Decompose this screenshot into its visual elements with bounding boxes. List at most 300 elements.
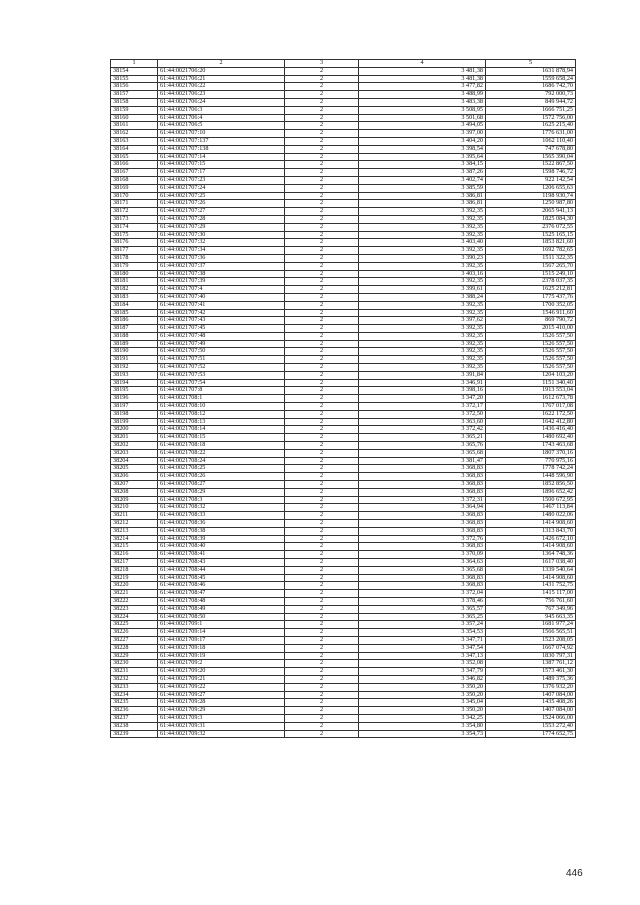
area-value-cell: 3 404,20 (359, 137, 486, 145)
cadastral-number-cell: 61:44:0021706:24 (158, 98, 285, 106)
cadastral-number-cell: 61:44:0021706:3 (158, 106, 285, 114)
cadastral-number-cell: 61:44:0021707:34 (158, 247, 285, 255)
area-value-cell: 3 368,83 (359, 543, 486, 551)
category-code-cell: 2 (285, 629, 359, 637)
column-header-4: 4 (359, 60, 486, 68)
category-code-cell: 2 (285, 348, 359, 356)
area-value-cell: 3 392,35 (359, 325, 486, 333)
category-code-cell: 2 (285, 106, 359, 114)
cadastral-value-cell: 1617 038,40 (486, 559, 576, 567)
table-row (111, 145, 576, 153)
area-value-cell: 3 384,15 (359, 161, 486, 169)
cadastral-number-cell: 61:44:0021708:15 (158, 434, 285, 442)
category-code-cell: 2 (285, 286, 359, 294)
cadastral-value-cell: 1414 908,60 (486, 520, 576, 528)
row-number-cell: 38238 (111, 722, 158, 730)
table-row (111, 442, 576, 450)
area-value-cell: 3 365,68 (359, 566, 486, 574)
area-value-cell: 3 368,83 (359, 574, 486, 582)
category-code-cell: 2 (285, 137, 359, 145)
row-number-cell: 38169 (111, 184, 158, 192)
row-number-cell: 38218 (111, 566, 158, 574)
category-code-cell: 2 (285, 465, 359, 473)
cadastral-value-cell: 1598 746,72 (486, 169, 576, 177)
cadastral-value-cell: 1526 557,50 (486, 340, 576, 348)
area-value-cell: 3 390,23 (359, 254, 486, 262)
table-row (111, 208, 576, 216)
row-number-cell: 38199 (111, 418, 158, 426)
cadastral-number-cell: 61:44:0021708:3 (158, 496, 285, 504)
cadastral-value-cell: 1553 272,40 (486, 722, 576, 730)
row-number-cell: 38195 (111, 387, 158, 395)
area-value-cell: 3 350,20 (359, 691, 486, 699)
cadastral-value-cell: 756 761,60 (486, 597, 576, 605)
table-row (111, 714, 576, 722)
area-value-cell: 3 354,73 (359, 730, 486, 738)
table-row (111, 332, 576, 340)
table-row (111, 410, 576, 418)
category-code-cell: 2 (285, 364, 359, 372)
row-number-cell: 38183 (111, 293, 158, 301)
table-row (111, 286, 576, 294)
cadastral-value-cell: 1206 655,63 (486, 184, 576, 192)
category-code-cell: 2 (285, 652, 359, 660)
table-row (111, 707, 576, 715)
area-value-cell: 3 388,24 (359, 293, 486, 301)
row-number-cell: 38222 (111, 597, 158, 605)
row-number-cell: 38193 (111, 371, 158, 379)
table-row (111, 293, 576, 301)
area-value-cell: 3 392,35 (359, 356, 486, 364)
cadastral-value-cell: 1666 751,25 (486, 106, 576, 114)
cadastral-value-cell: 1573 461,30 (486, 668, 576, 676)
area-value-cell: 3 347,13 (359, 652, 486, 660)
area-value-cell: 3 378,46 (359, 597, 486, 605)
table-row (111, 629, 576, 637)
cadastral-value-cell: 1407 084,00 (486, 691, 576, 699)
table-row (111, 605, 576, 613)
cadastral-number-cell: 61:44:0021707:49 (158, 340, 285, 348)
table-row (111, 106, 576, 114)
row-number-cell: 38226 (111, 629, 158, 637)
table-row (111, 301, 576, 309)
row-number-cell: 38170 (111, 192, 158, 200)
area-value-cell: 3 392,35 (359, 278, 486, 286)
row-number-cell: 38207 (111, 481, 158, 489)
category-code-cell: 2 (285, 67, 359, 75)
table-row (111, 371, 576, 379)
category-code-cell: 2 (285, 309, 359, 317)
cadastral-number-cell: 61:44:0021708:1 (158, 395, 285, 403)
cadastral-value-cell: 1198 930,74 (486, 192, 576, 200)
cadastral-value-cell: 1825 084,30 (486, 215, 576, 223)
area-value-cell: 3 392,35 (359, 247, 486, 255)
table-row (111, 114, 576, 122)
row-number-cell: 38204 (111, 457, 158, 465)
cadastral-number-cell: 61:44:0021706:23 (158, 91, 285, 99)
table-row (111, 379, 576, 387)
area-value-cell: 3 365,68 (359, 449, 486, 457)
cadastral-number-cell: 61:44:0021707:43 (158, 317, 285, 325)
cadastral-number-cell: 61:44:0021707:41 (158, 301, 285, 309)
table-row (111, 395, 576, 403)
cadastral-value-cell: 2376 072,55 (486, 223, 576, 231)
area-value-cell: 3 391,84 (359, 371, 486, 379)
table-row (111, 192, 576, 200)
cadastral-value-cell: 1566 565,51 (486, 629, 576, 637)
row-number-cell: 38188 (111, 332, 158, 340)
category-code-cell: 2 (285, 520, 359, 528)
cadastral-value-cell: 1667 074,92 (486, 644, 576, 652)
category-code-cell: 2 (285, 208, 359, 216)
category-code-cell: 2 (285, 317, 359, 325)
cadastral-number-cell: 61:44:0021708:45 (158, 574, 285, 582)
cadastral-number-cell: 61:44:0021708:44 (158, 566, 285, 574)
area-value-cell: 3 365,21 (359, 434, 486, 442)
area-value-cell: 3 350,20 (359, 683, 486, 691)
table-row (111, 683, 576, 691)
cadastral-value-cell: 2065 941,13 (486, 208, 576, 216)
cadastral-value-cell: 922 142,54 (486, 176, 576, 184)
table-row (111, 636, 576, 644)
cadastral-number-cell: 61:44:0021707:53 (158, 371, 285, 379)
row-number-cell: 38228 (111, 644, 158, 652)
category-code-cell: 2 (285, 668, 359, 676)
area-value-cell: 3 365,57 (359, 605, 486, 613)
cadastral-number-cell: 61:44:0021709:31 (158, 722, 285, 730)
table-row (111, 457, 576, 465)
table-row (111, 488, 576, 496)
cadastral-value-cell: 1448 596,90 (486, 473, 576, 481)
cadastral-value-cell: 869 790,72 (486, 317, 576, 325)
cadastral-number-cell: 61:44:0021707:40 (158, 293, 285, 301)
row-number-cell: 38202 (111, 442, 158, 450)
cadastral-number-cell: 61:44:0021707:138 (158, 145, 285, 153)
row-number-cell: 38166 (111, 161, 158, 169)
row-number-cell: 38161 (111, 122, 158, 130)
category-code-cell: 2 (285, 410, 359, 418)
row-number-cell: 38191 (111, 356, 158, 364)
category-code-cell: 2 (285, 75, 359, 83)
area-value-cell: 3 346,91 (359, 379, 486, 387)
cadastral-number-cell: 61:44:0021709:27 (158, 691, 285, 699)
category-code-cell: 2 (285, 379, 359, 387)
row-number-cell: 38162 (111, 130, 158, 138)
cadastral-number-cell: 61:44:0021707:27 (158, 208, 285, 216)
category-code-cell: 2 (285, 247, 359, 255)
table-row (111, 223, 576, 231)
row-number-cell: 38233 (111, 683, 158, 691)
cadastral-number-cell: 61:44:0021709:17 (158, 636, 285, 644)
category-code-cell: 2 (285, 621, 359, 629)
cadastral-value-cell: 1686 742,70 (486, 83, 576, 91)
area-value-cell: 3 392,35 (359, 208, 486, 216)
row-number-cell: 38159 (111, 106, 158, 114)
category-code-cell: 2 (285, 683, 359, 691)
area-value-cell: 3 508,95 (359, 106, 486, 114)
cadastral-number-cell: 61:44:0021709:29 (158, 707, 285, 715)
category-code-cell: 2 (285, 714, 359, 722)
area-value-cell: 3 352,08 (359, 660, 486, 668)
area-value-cell: 3 392,35 (359, 332, 486, 340)
column-header-1: 1 (111, 60, 158, 68)
category-code-cell: 2 (285, 543, 359, 551)
table-row (111, 254, 576, 262)
area-value-cell: 3 372,31 (359, 496, 486, 504)
row-number-cell: 38154 (111, 67, 158, 75)
table-row (111, 699, 576, 707)
table-row (111, 504, 576, 512)
row-number-cell: 38172 (111, 208, 158, 216)
area-value-cell: 3 368,83 (359, 481, 486, 489)
table-row (111, 364, 576, 372)
cadastral-number-cell: 61:44:0021708:41 (158, 551, 285, 559)
cadastral-number-cell: 61:44:0021708:12 (158, 410, 285, 418)
table-row (111, 169, 576, 177)
cadastral-value-cell: 1426 672,10 (486, 535, 576, 543)
category-code-cell: 2 (285, 356, 359, 364)
cadastral-value-cell: 1250 987,80 (486, 200, 576, 208)
cadastral-value-cell: 1313 843,70 (486, 527, 576, 535)
row-number-cell: 38237 (111, 714, 158, 722)
row-number-cell: 38156 (111, 83, 158, 91)
category-code-cell: 2 (285, 278, 359, 286)
cadastral-value-cell: 1480 022,06 (486, 512, 576, 520)
area-value-cell: 3 392,35 (359, 215, 486, 223)
cadastral-value-cell: 1376 932,20 (486, 683, 576, 691)
row-number-cell: 38223 (111, 605, 158, 613)
category-code-cell: 2 (285, 114, 359, 122)
cadastral-number-cell: 61:44:0021706:20 (158, 67, 285, 75)
cadastral-number-cell: 61:44:0021708:32 (158, 504, 285, 512)
table-row (111, 130, 576, 138)
table-row (111, 722, 576, 730)
cadastral-number-cell: 61:44:0021708:43 (158, 559, 285, 567)
cadastral-value-cell: 1436 416,40 (486, 426, 576, 434)
cadastral-value-cell: 767 349,96 (486, 605, 576, 613)
row-number-cell: 38215 (111, 543, 158, 551)
cadastral-value-cell: 1625 215,40 (486, 122, 576, 130)
category-code-cell: 2 (285, 512, 359, 520)
cadastral-value-cell: 770 975,16 (486, 457, 576, 465)
cadastral-number-cell: 61:44:0021707:137 (158, 137, 285, 145)
area-value-cell: 3 347,54 (359, 644, 486, 652)
area-value-cell: 3 365,76 (359, 442, 486, 450)
column-header-5: 5 (486, 60, 576, 68)
area-value-cell: 3 370,09 (359, 551, 486, 559)
cadastral-value-cell: 1415 117,00 (486, 590, 576, 598)
cadastral-value-cell: 1546 911,60 (486, 309, 576, 317)
cadastral-value-cell: 1807 370,16 (486, 449, 576, 457)
cadastral-value-cell: 2015 410,00 (486, 325, 576, 333)
cadastral-number-cell: 61:44:0021707:45 (158, 325, 285, 333)
row-number-cell: 38158 (111, 98, 158, 106)
area-value-cell: 3 347,79 (359, 668, 486, 676)
cadastral-number-cell: 61:44:0021707:51 (158, 356, 285, 364)
area-value-cell: 3 368,83 (359, 473, 486, 481)
area-value-cell: 3 397,00 (359, 130, 486, 138)
table-row (111, 582, 576, 590)
category-code-cell: 2 (285, 730, 359, 738)
cadastral-number-cell: 61:44:0021708:47 (158, 590, 285, 598)
cadastral-value-cell: 1526 557,50 (486, 348, 576, 356)
area-value-cell: 3 345,04 (359, 699, 486, 707)
category-code-cell: 2 (285, 270, 359, 278)
category-code-cell: 2 (285, 340, 359, 348)
cadastral-value-cell: 1700 352,05 (486, 301, 576, 309)
category-code-cell: 2 (285, 481, 359, 489)
cadastral-value-cell: 1565 390,04 (486, 153, 576, 161)
area-value-cell: 3 392,35 (359, 223, 486, 231)
table-row (111, 644, 576, 652)
cadastral-number-cell: 61:44:0021706:22 (158, 83, 285, 91)
cadastral-number-cell: 61:44:0021708:49 (158, 605, 285, 613)
table-row (111, 387, 576, 395)
table-row (111, 668, 576, 676)
cadastral-value-cell: 1913 553,04 (486, 387, 576, 395)
row-number-cell: 38155 (111, 75, 158, 83)
cadastral-value-cell: 1515 249,10 (486, 270, 576, 278)
row-number-cell: 38229 (111, 652, 158, 660)
category-code-cell: 2 (285, 496, 359, 504)
cadastral-value-cell: 849 944,72 (486, 98, 576, 106)
area-value-cell: 3 397,62 (359, 317, 486, 325)
area-value-cell: 3 365,25 (359, 613, 486, 621)
column-header-3: 3 (285, 60, 359, 68)
category-code-cell: 2 (285, 566, 359, 574)
area-value-cell: 3 368,83 (359, 520, 486, 528)
area-value-cell: 3 392,35 (359, 262, 486, 270)
table-header-row (111, 60, 576, 68)
row-number-cell: 38200 (111, 426, 158, 434)
area-value-cell: 3 364,63 (359, 559, 486, 567)
area-value-cell: 3 372,17 (359, 403, 486, 411)
table-row (111, 652, 576, 660)
cadastral-value-cell: 1387 761,12 (486, 660, 576, 668)
table-row (111, 527, 576, 535)
table-row (111, 200, 576, 208)
row-number-cell: 38235 (111, 699, 158, 707)
area-value-cell: 3 403,40 (359, 239, 486, 247)
cadastral-number-cell: 61:44:0021708:36 (158, 520, 285, 528)
area-value-cell: 3 368,83 (359, 488, 486, 496)
cadastral-value-cell: 1896 652,42 (486, 488, 576, 496)
row-number-cell: 38212 (111, 520, 158, 528)
row-number-cell: 38230 (111, 660, 158, 668)
area-value-cell: 3 381,47 (359, 457, 486, 465)
table-row (111, 161, 576, 169)
row-number-cell: 38165 (111, 153, 158, 161)
area-value-cell: 3 386,81 (359, 192, 486, 200)
cadastral-number-cell: 61:44:0021708:46 (158, 582, 285, 590)
cadastral-number-cell: 61:44:0021709:1 (158, 621, 285, 629)
area-value-cell: 3 354,53 (359, 629, 486, 637)
row-number-cell: 38196 (111, 395, 158, 403)
table-row (111, 543, 576, 551)
row-number-cell: 38186 (111, 317, 158, 325)
cadastral-number-cell: 61:44:0021708:14 (158, 426, 285, 434)
category-code-cell: 2 (285, 457, 359, 465)
row-number-cell: 38232 (111, 675, 158, 683)
cadastral-number-cell: 61:44:0021707:25 (158, 192, 285, 200)
category-code-cell: 2 (285, 176, 359, 184)
cadastral-number-cell: 61:44:0021708:27 (158, 481, 285, 489)
area-value-cell: 3 481,38 (359, 75, 486, 83)
category-code-cell: 2 (285, 434, 359, 442)
area-value-cell: 3 350,20 (359, 707, 486, 715)
category-code-cell: 2 (285, 722, 359, 730)
row-number-cell: 38179 (111, 262, 158, 270)
area-value-cell: 3 368,83 (359, 465, 486, 473)
table-row (111, 449, 576, 457)
category-code-cell: 2 (285, 332, 359, 340)
cadastral-value-cell: 1204 103,20 (486, 371, 576, 379)
cadastral-number-cell: 61:44:0021708:39 (158, 535, 285, 543)
category-code-cell: 2 (285, 426, 359, 434)
table-row (111, 325, 576, 333)
cadastral-value-cell: 1435 408,26 (486, 699, 576, 707)
category-code-cell: 2 (285, 597, 359, 605)
table-row (111, 551, 576, 559)
cadastral-number-cell: 61:44:0021707:29 (158, 223, 285, 231)
row-number-cell: 38182 (111, 286, 158, 294)
table-row (111, 473, 576, 481)
cadastral-value-cell: 1778 742,24 (486, 465, 576, 473)
category-code-cell: 2 (285, 200, 359, 208)
row-number-cell: 38174 (111, 223, 158, 231)
cadastral-value-cell: 1431 752,75 (486, 582, 576, 590)
row-number-cell: 38208 (111, 488, 158, 496)
cadastral-number-cell: 61:44:0021707:54 (158, 379, 285, 387)
table-row (111, 122, 576, 130)
table-row (111, 574, 576, 582)
cadastral-number-cell: 61:44:0021709:18 (158, 644, 285, 652)
cadastral-number-cell: 61:44:0021708:25 (158, 465, 285, 473)
cadastral-number-cell: 61:44:0021707:38 (158, 270, 285, 278)
area-value-cell: 3 403,16 (359, 270, 486, 278)
area-value-cell: 3 347,71 (359, 636, 486, 644)
cadastral-number-cell: 61:44:0021708:10 (158, 403, 285, 411)
table-row (111, 75, 576, 83)
cadastral-number-cell: 61:44:0021709:28 (158, 699, 285, 707)
row-number-cell: 38220 (111, 582, 158, 590)
category-code-cell: 2 (285, 473, 359, 481)
category-code-cell: 2 (285, 371, 359, 379)
row-number-cell: 38206 (111, 473, 158, 481)
row-number-cell: 38177 (111, 247, 158, 255)
cadastral-number-cell: 61:44:0021709:32 (158, 730, 285, 738)
area-value-cell: 3 392,35 (359, 364, 486, 372)
category-code-cell: 2 (285, 691, 359, 699)
table-row (111, 348, 576, 356)
cadastral-value-cell: 1524 066,00 (486, 714, 576, 722)
cadastral-number-cell: 61:44:0021708:33 (158, 512, 285, 520)
category-code-cell: 2 (285, 215, 359, 223)
cadastral-number-cell: 61:44:0021708:22 (158, 449, 285, 457)
cadastral-number-cell: 61:44:0021709:22 (158, 683, 285, 691)
cadastral-value-table (110, 59, 576, 738)
row-number-cell: 38227 (111, 636, 158, 644)
table-row (111, 153, 576, 161)
table-row (111, 83, 576, 91)
cadastral-number-cell: 61:44:0021707:30 (158, 231, 285, 239)
table-row (111, 91, 576, 99)
cadastral-value-cell: 1364 748,36 (486, 551, 576, 559)
area-value-cell: 3 399,61 (359, 286, 486, 294)
cadastral-number-cell: 61:44:0021708:13 (158, 418, 285, 426)
category-code-cell: 2 (285, 83, 359, 91)
category-code-cell: 2 (285, 387, 359, 395)
